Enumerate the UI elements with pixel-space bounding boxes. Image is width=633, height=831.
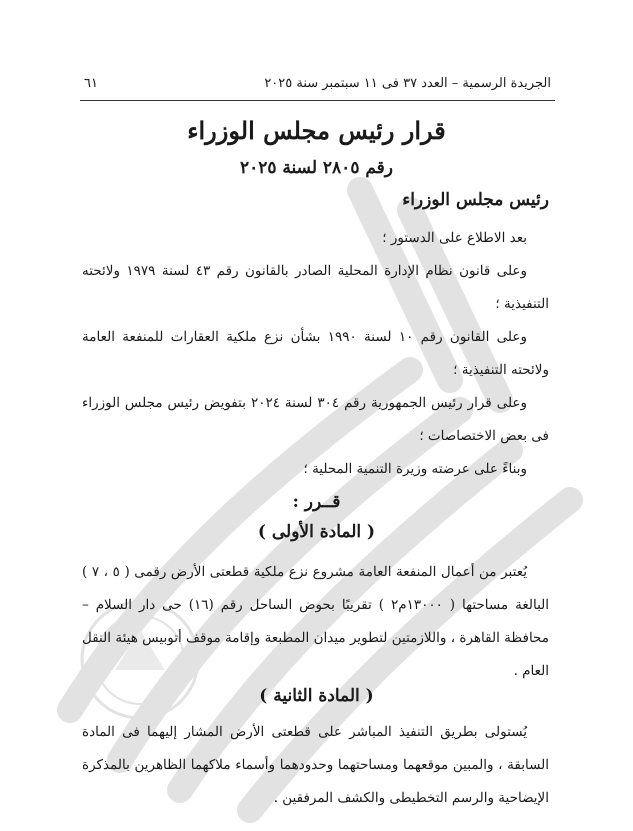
preamble-item: بعد الاطلاع على الدستور ؛ (382, 230, 527, 246)
article-2-text: يُستولى بطريق التنفيذ المباشر على قطعتى الأرض المشار إليهما فى المادة السابقة ، والمبين موقعهما ومساحتهما وحدودهما وأسماء ملاكهما الظاهرين بالمذكرة الإيضاحية والرسم التخطيطى والكشف المرفقين . (82, 724, 549, 806)
article-1-heading: ( المادة الأولى ) (257, 522, 376, 542)
preamble-item: وعلى قانون نظام الإدارة المحلية الصادر بالقانون رقم ٤٣ لسنة ١٩٧٩ ولائحته التنفيذية ؛ (82, 263, 549, 312)
gazette-line: الجريدة الرسمية – العدد ٣٧ فى ١١ سبتمبر سنة ٢٠٢٥ (264, 76, 551, 91)
header-divider (80, 100, 555, 101)
page-header (84, 76, 551, 91)
preamble-item: وبناءً على عرضته وزيرة التنمية المحلية ؛ (303, 461, 527, 477)
decree-number: رقم ٢٨٠٥ لسنة ٢٠٢٥ (239, 158, 394, 178)
article-2-heading: ( المادة الثانية ) (259, 686, 374, 706)
preamble-item: وعلى القانون رقم ١٠ لسنة ١٩٩٠ بشأن نزع ملكية العقارات للمنفعة العامة ولائحته التنفيذية ؛ (82, 329, 549, 378)
preamble-item: وعلى قرار رئيس الجمهورية رقم ٣٠٤ لسنة ٢٠٢٤ بتفويض رئيس مجلس الوزراء فى بعض الاختصاصات ؛ (82, 395, 549, 444)
page-number: ٦١ (84, 76, 98, 91)
decree-title: قرار رئيس مجلس الوزراء (187, 116, 446, 145)
issuer-heading: رئيس مجلس الوزراء (402, 190, 549, 210)
decided-heading: قــرر : (292, 492, 341, 512)
article-1-text: يُعتبر من أعمال المنفعة العامة مشروع نزع ملكية قطعتى الأرض رقمى ( ٥ ، ٧ ) البالغة مساحتها ( ١٣٠٠٠م٢ ) تقريبًا بحوض الساحل رقم (١٦) حى دار السلام – محافظة القاهرة ، واللازمتين لتطوير ميدان المطبعة وإقامة موقف أتوبيس هيئة النقل العام . (82, 564, 550, 679)
